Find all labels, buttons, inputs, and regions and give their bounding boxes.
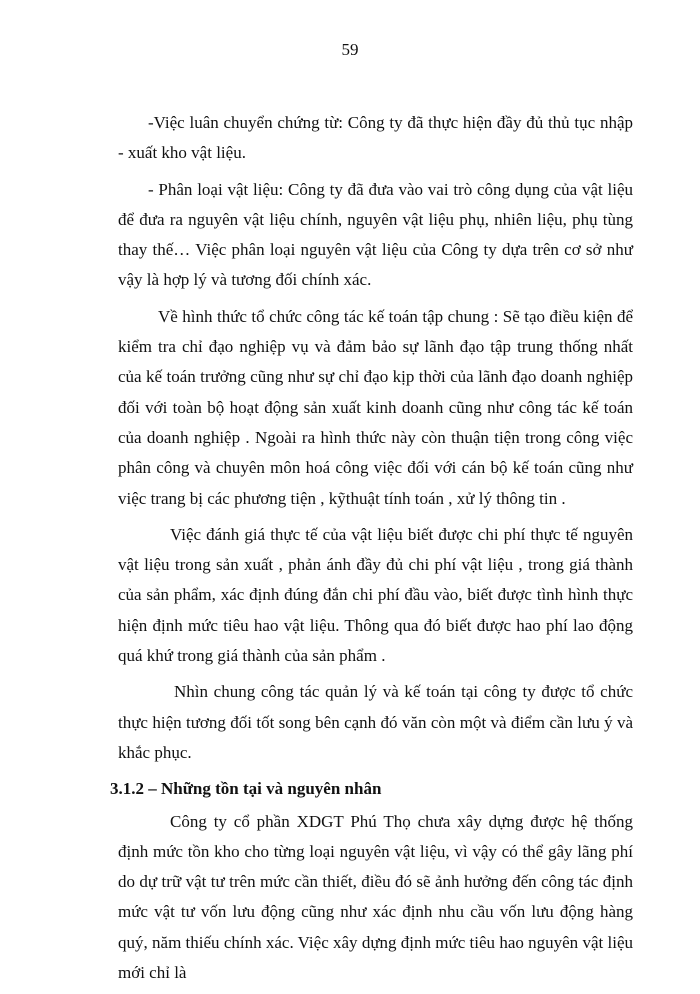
paragraph-material-valuation: Việc đánh giá thực tế của vật liệu biết được chi phí thực tế nguyên vật liệu trong sản xuất , phản ánh đầy đủ chi phí vật liệu , trong giá thành của sản phẩm, xác định đúng đắn chi phí đầu vào, biết được tình hình thực hiện định mức tiêu hao vật liệu. Thông qua đó biết được hao phí lao động quá khứ trong giá thành của sản phẩm . [118, 524, 633, 666]
paragraph-overall-assessment: Nhìn chung công tác quản lý và kế toán tại công ty được tổ chức thực hiện tương đối tốt song bên cạnh đó văn còn một và điểm cần lưu ý và khắc phục. [118, 682, 633, 762]
paragraph-shortcomings: Công ty cổ phần XDGT Phú Thọ chưa xây dựng được hệ thống định mức tồn kho cho từng loại nguyên vật liệu, vì vậy có thể gây lãng phí do dự trữ vật tư trên mức cần thiết, điều đó sẽ ảnh hưởng đến công tác định mức vật tư vốn lưu động cũng như xác định nhu cầu vốn lưu động hàng quý, năm thiếu chính xác. Việc xây dựng định mức tiêu hao nguyên vật liệu mới chỉ là [118, 811, 633, 983]
paragraph-document-transfer: -Việc luân chuyển chứng từ: Công ty đã thực hiện đầy đủ thủ tục nhập - xuất kho vật liệu. [118, 113, 633, 163]
paragraph-material-classification: - Phân loại vật liệu: Công ty đã đưa vào vai trò công dụng của vật liệu để đưa ra nguyên vật liệu chính, nguyên vật liệu phụ, nhiên liệu, phụ tùng thay thế… Việc phân loại nguyên vật liệu của Công ty dựa trên cơ sở như vậy là hợp lý và tương đối chính xác. [118, 179, 633, 290]
page-number: 59 [341, 40, 359, 59]
document-body [110, 108, 633, 994]
section-heading: 3.1.2 – Những tồn tại và nguyên nhân [110, 779, 382, 799]
paragraph-accounting-organization: Về hình thức tổ chức công tác kế toán tập chung : Sẽ tạo điều kiện để kiểm tra chỉ đạo nghiệp vụ và đảm bảo sự lãnh đạo tập trung thống nhất của kế toán trưởng cũng như sự chỉ đạo kịp thời của lãnh đạo doanh nghiệp đối với toàn bộ hoạt động sản xuất kinh doanh cũng như công tác kế toán của doanh nghiệp . Ngoài ra hình thức này còn thuận tiện trong công việc phân công và chuyên môn hoá công việc đối với cán bộ kế toán cũng như việc trang bị các phương tiện , kỹthuật tính toán , xử lý thông tin . [118, 306, 633, 508]
